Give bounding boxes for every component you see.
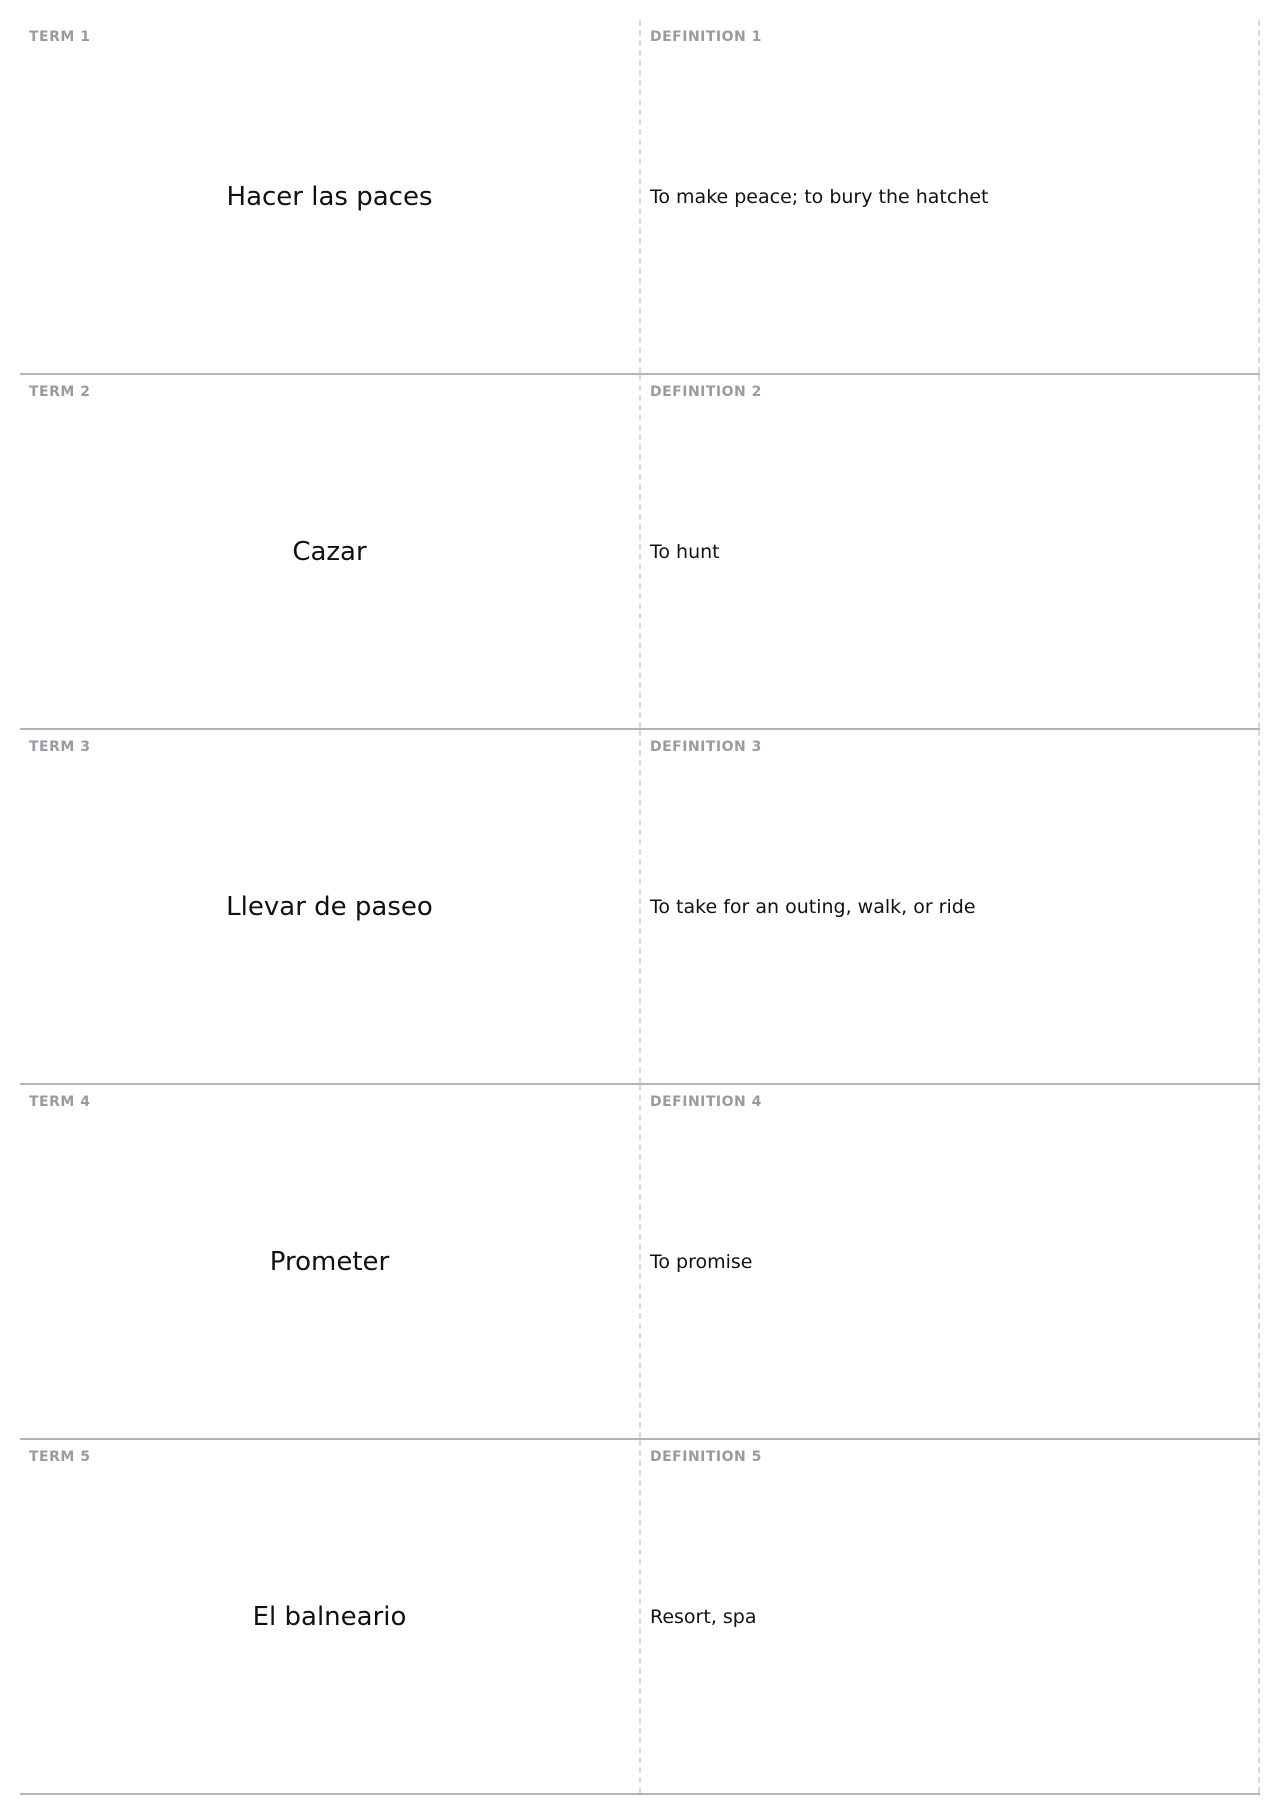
definition-cell: [641, 730, 1260, 1083]
definition-label: DEFINITION 1: [650, 29, 762, 45]
term-text: Cazar: [292, 536, 367, 567]
definition-text: Resort, spa: [650, 1605, 757, 1628]
definition-cell: [641, 1085, 1260, 1438]
definition-text: To hunt: [650, 540, 720, 563]
flashcard-row: [20, 1440, 1260, 1795]
term-label: TERM 5: [29, 1449, 91, 1465]
definition-label: DEFINITION 4: [650, 1094, 762, 1110]
term-label: TERM 3: [29, 739, 91, 755]
term-text: Hacer las paces: [226, 181, 433, 212]
definition-cell: [641, 20, 1260, 373]
flashcard-row: [20, 1085, 1260, 1440]
term-label: TERM 1: [29, 29, 91, 45]
term-cell: [20, 375, 641, 728]
definition-text: To make peace; to bury the hatchet: [650, 185, 989, 208]
definition-text: To take for an outing, walk, or ride: [650, 895, 976, 918]
definition-label: DEFINITION 3: [650, 739, 762, 755]
term-cell: [20, 1085, 641, 1438]
definition-label: DEFINITION 2: [650, 384, 762, 400]
flashcard-row: [20, 375, 1260, 730]
term-label: TERM 2: [29, 384, 91, 400]
term-cell: [20, 730, 641, 1083]
definition-label: DEFINITION 5: [650, 1449, 762, 1465]
term-text: El balneario: [252, 1601, 407, 1632]
term-text: Llevar de paseo: [226, 891, 433, 922]
term-text: Prometer: [269, 1246, 390, 1277]
definition-cell: [641, 1440, 1260, 1793]
term-cell: [20, 1440, 641, 1793]
term-cell: [20, 20, 641, 373]
term-label: TERM 4: [29, 1094, 91, 1110]
flashcard-row: [20, 20, 1260, 375]
definition-cell: [641, 375, 1260, 728]
flashcard-sheet: [20, 20, 1260, 1796]
definition-text: To promise: [650, 1250, 753, 1273]
flashcard-row: [20, 730, 1260, 1085]
